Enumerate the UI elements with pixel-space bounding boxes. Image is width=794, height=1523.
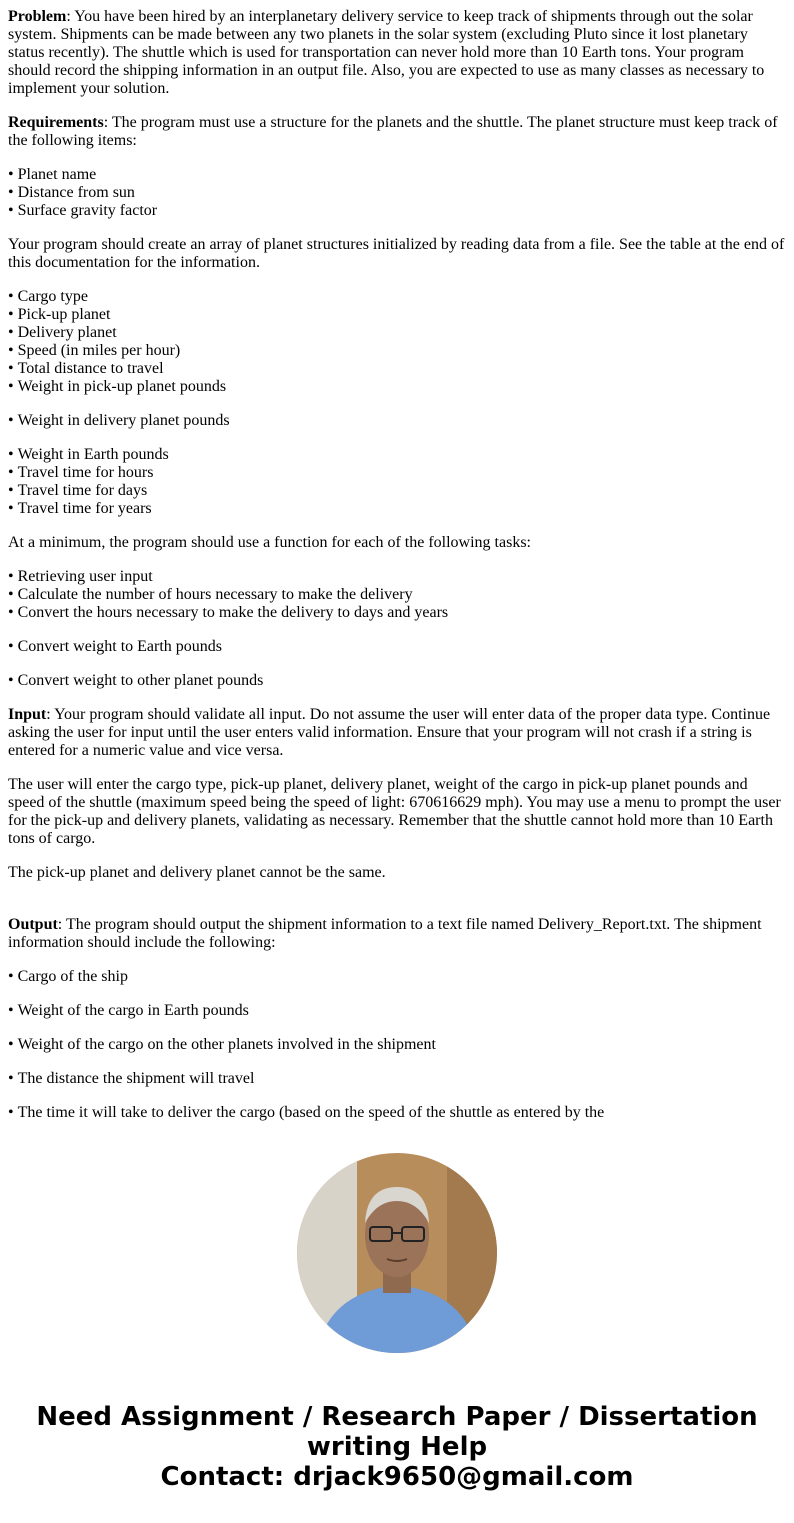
list-item: • Weight of the cargo in Earth pounds [8, 1002, 786, 1020]
list-item: • Speed (in miles per hour) [8, 342, 786, 360]
problem-text: : You have been hired by an interplanetary delivery service to keep track of shipments through out the solar system. Shipments can be made between any two planets in the solar system (excluding Pluto since it lost planetary status recently). The shuttle which is used for transportation can never hold more than 10 Earth tons. Your program should record the shipping information in an output file. Also, you are expected to use as many classes as necessary to implement your solution. [8, 8, 765, 97]
function-items-list-c [8, 672, 786, 690]
output-item-list-0 [8, 968, 786, 986]
requirements-paragraph [8, 114, 786, 150]
list-item: • Pick-up planet [8, 306, 786, 324]
list-item: • Delivery planet [8, 324, 786, 342]
requirements-label: Requirements [8, 114, 104, 131]
shuttle-items-list-c [8, 446, 786, 518]
list-item: • Retrieving user input [8, 568, 786, 586]
footer-line-1: Need Assignment / Research Paper / Dissertation [36, 1402, 758, 1432]
output-item-list-2 [8, 1036, 786, 1054]
output-item-list-3 [8, 1070, 786, 1088]
output-item-list-4 [8, 1104, 786, 1122]
requirements-text: : The program must use a structure for the planets and the shuttle. The planet structure must keep track of the following items: [8, 114, 778, 149]
list-item: • Surface gravity factor [8, 202, 786, 220]
shuttle-items-list-a [8, 288, 786, 396]
list-item: • Weight in Earth pounds [8, 446, 786, 464]
list-item: • Cargo type [8, 288, 786, 306]
list-item: • Travel time for hours [8, 464, 786, 482]
problem-paragraph [8, 8, 786, 98]
input-paragraph-3: The pick-up planet and delivery planet cannot be the same. [8, 864, 386, 881]
input-text: : Your program should validate all input. Do not assume the user will enter data of the proper data type. Continue asking the user for input until the user enters valid information. Ensure that your program will not crash if a string is entered for a numeric value and vice versa. [8, 706, 771, 759]
list-item: • Convert weight to Earth pounds [8, 638, 786, 656]
list-item: • Weight of the cargo on the other planets involved in the shipment [8, 1036, 786, 1054]
list-item: • Planet name [8, 166, 786, 184]
list-item: • Cargo of the ship [8, 968, 786, 986]
input-paragraph [8, 706, 786, 760]
list-item: • Calculate the number of hours necessary to make the delivery [8, 586, 786, 604]
footer-contact: Contact: drjack9650@gmail.com [160, 1462, 634, 1492]
footer-line-2: writing Help [306, 1432, 488, 1462]
list-item: • Travel time for years [8, 500, 786, 518]
output-label: Output [8, 916, 58, 933]
array-paragraph: Your program should create an array of planet structures initialized by reading data from a file. See the table at the end of this documentation for the information. [8, 236, 785, 271]
list-item: • The time it will take to deliver the cargo (based on the speed of the shuttle as entered by the [8, 1104, 786, 1122]
list-item: • The distance the shipment will travel [8, 1070, 786, 1088]
output-item-list-1 [8, 1002, 786, 1020]
function-items-list-b [8, 638, 786, 656]
list-item: • Distance from sun [8, 184, 786, 202]
input-label: Input [8, 706, 47, 723]
list-item: • Weight in pick-up planet pounds [8, 378, 786, 396]
list-item: • Travel time for days [8, 482, 786, 500]
list-item: • Total distance to travel [8, 360, 786, 378]
shuttle-items-list-b [8, 412, 786, 430]
problem-label: Problem [8, 8, 67, 25]
author-photo [297, 1153, 497, 1353]
spacer [8, 898, 786, 916]
planet-items-list [8, 166, 786, 220]
function-intro: At a minimum, the program should use a function for each of the following tasks: [8, 534, 531, 551]
portrait-image [297, 1153, 497, 1353]
list-item: • Weight in delivery planet pounds [8, 412, 786, 430]
list-item: • Convert weight to other planet pounds [8, 672, 786, 690]
output-paragraph [8, 916, 786, 952]
output-text: : The program should output the shipment information to a text file named Delivery_Report.txt. The shipment information should include the following: [8, 916, 762, 951]
function-items-list-a [8, 568, 786, 622]
list-item: • Convert the hours necessary to make the delivery to days and years [8, 604, 786, 622]
footer-banner [0, 1402, 794, 1492]
input-paragraph-2: The user will enter the cargo type, pick-up planet, delivery planet, weight of the cargo in pick-up planet pounds and speed of the shuttle (maximum speed being the speed of light: 670616629 mph). You may use a menu to prompt the user for the pick-up and delivery planets, validating as necessary. Remember that the shuttle cannot hold more than 10 Earth tons of cargo. [8, 776, 781, 847]
